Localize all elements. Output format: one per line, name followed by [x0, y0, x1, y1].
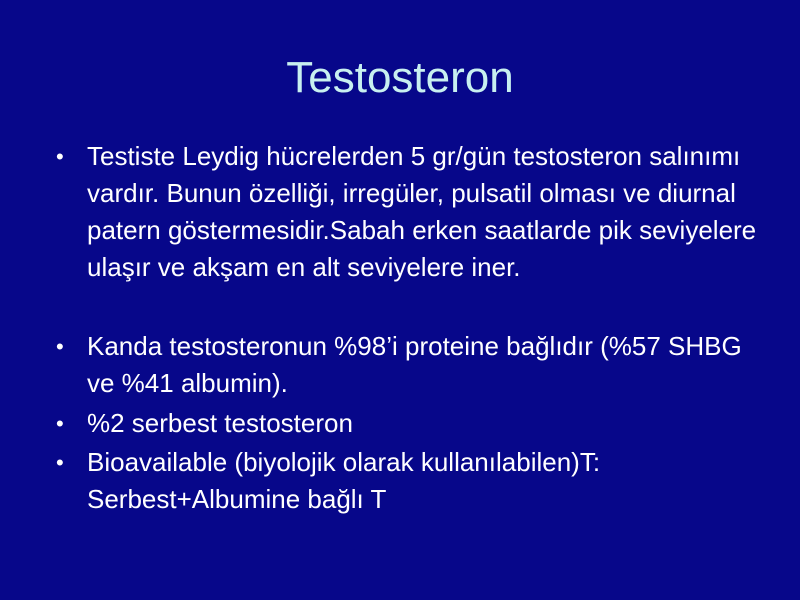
slide-title: Testosteron: [286, 53, 514, 102]
bullet-item: [54, 405, 766, 442]
bullet-marker: •: [56, 450, 64, 475]
bullet-item: [54, 138, 766, 286]
bullet-text: Testiste Leydig hücrelerden 5 gr/gün testosteron salınımı vardır. Bunun özelliği, irregüler, pulsatil olması ve diurnal patern göstermesidir.Sabah erken saatlarde pik seviyelere ulaşır ve akşam en alt seviyelere iner.: [87, 141, 757, 282]
bullet-text: Bioavailable (biyolojik olarak kullanılabilen)T: Serbest+Albumine bağlı T: [87, 447, 601, 514]
bullet-marker: •: [56, 334, 64, 359]
bullet-item: [54, 444, 766, 518]
bullet-text: Kanda testosteronun %98’i proteine bağlıdır (%57 SHBG ve %41 albumin).: [87, 331, 742, 398]
bullet-text: %2 serbest testosteron: [87, 408, 353, 438]
bullet-list: [54, 138, 766, 518]
bullet-marker: •: [56, 144, 64, 169]
bullet-item: [54, 328, 766, 402]
bullet-marker: •: [56, 411, 64, 436]
